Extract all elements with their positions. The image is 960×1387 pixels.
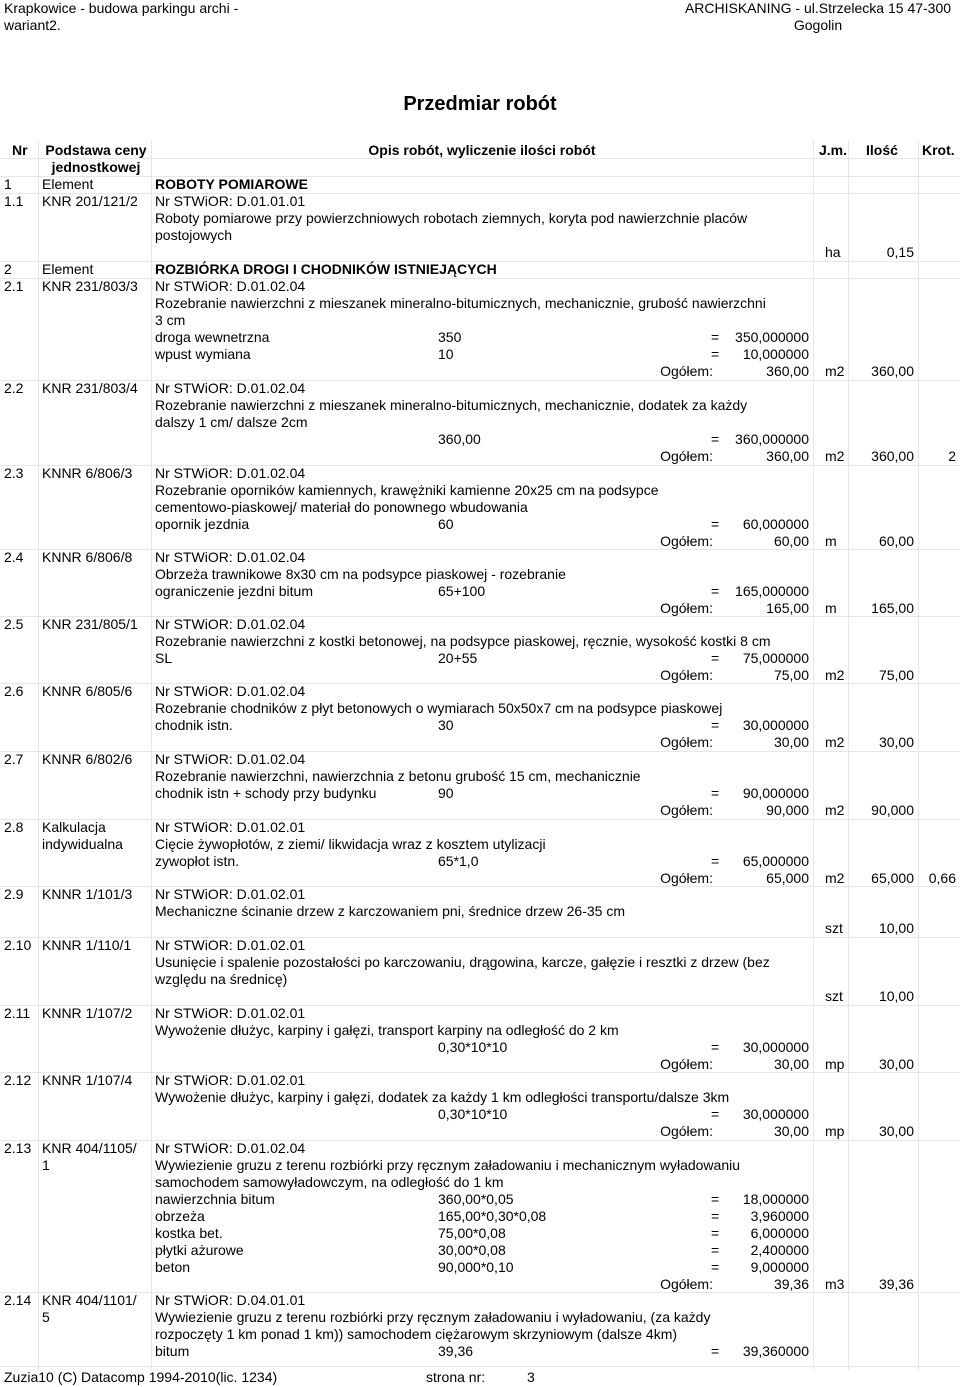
calc-result: 30,000000 <box>742 1106 809 1122</box>
row-separator <box>0 1366 960 1367</box>
calc-equals: = <box>711 853 720 869</box>
calc-equals: = <box>711 1225 720 1241</box>
col-header-qty: Ilość <box>866 142 898 158</box>
row-basis: KNNR 6/806/8 <box>42 549 133 565</box>
row-number: 2 <box>4 261 12 277</box>
calc-item-name: droga wewnetrzna <box>155 329 270 345</box>
calc-result: 350,000000 <box>735 329 809 345</box>
calc-item-name: chodnik istn + schody przy budynku <box>155 785 377 801</box>
calc-item-name: SL <box>155 650 173 666</box>
total-value: 65,000 <box>766 870 809 886</box>
row-separator <box>0 751 960 752</box>
calc-equals: = <box>711 1106 720 1122</box>
total-label: Ogółem: <box>660 1276 713 1292</box>
calc-item-name: zywopłot istn. <box>155 853 240 869</box>
row-description: Cięcie żywopłotów, z ziemi/ likwidacja wraz z kosztem utylizacji <box>155 836 546 852</box>
row-unit: m2 <box>825 870 845 886</box>
row-basis: Kalkulacja <box>42 819 106 835</box>
row-basis: KNR 404/1101/ <box>42 1292 137 1308</box>
calc-item-name: bitum <box>155 1343 190 1359</box>
total-label: Ogółem: <box>660 363 713 379</box>
row-quantity: 360,00 <box>871 448 914 464</box>
row-spec-ref: Nr STWiOR: D.01.02.04 <box>155 683 306 699</box>
row-unit: m2 <box>825 734 845 750</box>
calc-result: 60,000000 <box>742 516 809 532</box>
calc-expression: 0,30*10*10 <box>438 1039 508 1055</box>
calc-item-name: chodnik istn. <box>155 717 233 733</box>
calc-result: 65,000000 <box>742 853 809 869</box>
grid-col <box>151 140 152 1370</box>
doc-header-left <box>4 0 304 34</box>
calc-equals: = <box>711 1191 720 1207</box>
calc-result: 2,400000 <box>750 1242 809 1258</box>
row-basis: KNR 231/803/3 <box>42 278 138 294</box>
row-basis: KNNR 6/802/6 <box>42 751 133 767</box>
calc-equals: = <box>711 431 720 447</box>
row-quantity: 165,00 <box>871 600 914 616</box>
calc-expression: 350 <box>438 329 462 345</box>
row-unit: m2 <box>825 448 845 464</box>
row-description: rozpoczęty 1 km ponad 1 km)) samochodem ciężarowym skrzyniowym (dalsze 4km) <box>155 1326 678 1342</box>
calc-result: 75,000000 <box>742 650 809 666</box>
row-description: Wywiezienie gruzu z terenu rozbiórki przy ręcznym załadowaniu i wyładowaniu, (za każdy <box>155 1309 711 1325</box>
row-description: Roboty pomiarowe przy powierzchniowych robotach ziemnych, koryta pod nawierzchnie placów <box>155 210 748 226</box>
calc-expression: 65+100 <box>438 583 486 599</box>
row-separator <box>0 1292 960 1293</box>
row-description: Rozebranie nawierzchni z mieszanek mineralno-bitumicznych, mechanicznie, grubość nawierzchni <box>155 295 766 311</box>
total-value: 165,00 <box>766 600 809 616</box>
calc-item-name: kostka bet. <box>155 1225 223 1241</box>
row-separator <box>0 176 960 177</box>
row-separator <box>0 193 960 194</box>
calc-expression: 60 <box>438 516 454 532</box>
calc-expression: 20+55 <box>438 650 478 666</box>
total-value: 39,36 <box>773 1276 809 1292</box>
row-description: Wywożenie dłużyc, karpiny i gałęzi, dodatek za każdy 1 km odległości transportu/dalsze 3km <box>155 1089 730 1105</box>
total-value: 30,00 <box>773 734 809 750</box>
row-number: 2.12 <box>4 1072 32 1088</box>
row-quantity: 360,00 <box>871 363 914 379</box>
header-left-line1: Krapkowice - budowa parkingu archi - <box>4 0 239 16</box>
row-separator <box>0 683 960 684</box>
row-separator <box>0 465 960 466</box>
col-header-nr: Nr <box>12 142 28 158</box>
total-label: Ogółem: <box>660 1056 713 1072</box>
calc-equals: = <box>711 1208 720 1224</box>
row-unit: ha <box>825 244 841 260</box>
row-description: Obrzeża trawnikowe 8x30 cm na podsypce piaskowej - rozebranie <box>155 566 566 582</box>
row-description: Rozebranie oporników kamiennych, krawężniki kamienne 20x25 cm na podsypce <box>155 482 659 498</box>
calc-equals: = <box>711 1242 720 1258</box>
row-description: Rozebranie nawierzchni z kostki betonowej, na podsypce piaskowej, ręcznie, wysokość kostki 8 cm <box>155 633 771 649</box>
calc-expression: 39,36 <box>438 1343 474 1359</box>
grid-col <box>38 140 39 1370</box>
row-basis: KNNR 1/101/3 <box>42 886 133 902</box>
calc-equals: = <box>711 1259 720 1275</box>
calc-item-name: płytki ażurowe <box>155 1242 244 1258</box>
row-description: Wywiezienie gruzu z terenu rozbiórki przy ręcznym załadowaniu i mechanicznym wyładowaniu <box>155 1157 741 1173</box>
header-right-line2: Gogolin <box>793 17 843 33</box>
row-number: 1 <box>4 176 12 192</box>
row-quantity: 30,00 <box>878 734 914 750</box>
row-basis: KNR 231/805/1 <box>42 616 138 632</box>
doc-header-right <box>676 0 960 34</box>
col-header-basis <box>36 142 156 176</box>
row-spec-ref: Nr STWiOR: D.01.02.01 <box>155 1005 306 1021</box>
calc-result: 6,000000 <box>750 1225 809 1241</box>
col-header-basis-line1: Podstawa ceny <box>45 142 147 158</box>
col-header-basis-line2: jednostkowej <box>51 159 141 175</box>
row-number: 2.1 <box>4 278 24 294</box>
row-number: 2.10 <box>4 937 32 953</box>
row-separator <box>0 937 960 938</box>
total-value: 75,00 <box>773 667 809 683</box>
calc-expression: 0,30*10*10 <box>438 1106 508 1122</box>
row-quantity: 10,00 <box>878 920 914 936</box>
row-basis: 1 <box>42 1157 50 1173</box>
row-unit: mp <box>825 1056 845 1072</box>
row-separator <box>0 1072 960 1073</box>
calc-expression: 360,00 <box>438 431 481 447</box>
total-label: Ogółem: <box>660 667 713 683</box>
calc-item-name: ograniczenie jezdni bitum <box>155 583 313 599</box>
total-value: 360,00 <box>766 363 809 379</box>
row-unit: szt <box>825 920 843 936</box>
calc-item-name: beton <box>155 1259 191 1275</box>
row-quantity: 75,00 <box>878 667 914 683</box>
calc-expression: 30 <box>438 717 454 733</box>
row-description: samochodem samowyładowczym, na odległość do 1 km <box>155 1174 504 1190</box>
row-number: 2.14 <box>4 1292 32 1308</box>
row-unit: m2 <box>825 667 845 683</box>
col-header-desc: Opis robót, wyliczenie ilości robót <box>368 142 596 158</box>
total-value: 30,00 <box>773 1056 809 1072</box>
element-title: ROBOTY POMIAROWE <box>155 176 308 192</box>
row-separator <box>0 380 960 381</box>
row-basis: KNR 231/803/4 <box>42 380 138 396</box>
element-title: ROZBIÓRKA DROGI I CHODNIKÓW ISTNIEJĄCYCH <box>155 261 497 277</box>
row-spec-ref: Nr STWiOR: D.01.02.01 <box>155 1072 306 1088</box>
row-separator <box>0 278 960 279</box>
header-right-line1: ARCHISKANING - ul.Strzelecka 15 47-300 <box>684 0 952 16</box>
row-description: Mechaniczne ścinanie drzew z karczowaniem pni, średnice drzew 26-35 cm <box>155 903 625 919</box>
row-separator <box>0 549 960 550</box>
row-separator <box>0 1140 960 1141</box>
row-number: 2.8 <box>4 819 24 835</box>
row-separator <box>0 819 960 820</box>
row-spec-ref: Nr STWiOR: D.01.02.04 <box>155 751 306 767</box>
row-unit: m <box>825 533 837 549</box>
calc-result: 3,960000 <box>750 1208 809 1224</box>
row-separator <box>0 1005 960 1006</box>
calc-expression: 10 <box>438 346 454 362</box>
row-description: Rozebranie chodników z płyt betonowych o wymiarach 50x50x7 cm na podsypce piaskowej <box>155 700 723 716</box>
calc-expression: 65*1,0 <box>438 853 479 869</box>
row-basis: Element <box>42 261 94 277</box>
row-description: dalszy 1 cm/ dalsze 2cm <box>155 414 308 430</box>
calc-equals: = <box>711 329 720 345</box>
row-number: 2.7 <box>4 751 24 767</box>
col-header-unit: J.m. <box>819 142 848 158</box>
row-unit: m <box>825 600 837 616</box>
total-label: Ogółem: <box>660 734 713 750</box>
total-value: 90,000 <box>766 802 809 818</box>
calc-result: 90,000000 <box>742 785 809 801</box>
row-number: 1.1 <box>4 193 24 209</box>
row-number: 2.4 <box>4 549 24 565</box>
total-label: Ogółem: <box>660 448 713 464</box>
row-quantity: 90,000 <box>871 802 914 818</box>
row-basis: KNNR 1/107/2 <box>42 1005 133 1021</box>
calc-result: 10,000000 <box>742 346 809 362</box>
row-spec-ref: Nr STWiOR: D.01.02.04 <box>155 549 306 565</box>
row-spec-ref: Nr STWiOR: D.01.02.01 <box>155 819 306 835</box>
row-quantity: 30,00 <box>878 1056 914 1072</box>
row-spec-ref: Nr STWiOR: D.01.02.04 <box>155 380 306 396</box>
row-unit: szt <box>825 988 843 1004</box>
calc-equals: = <box>711 516 720 532</box>
total-value: 360,00 <box>766 448 809 464</box>
calc-item-name: opornik jezdnia <box>155 516 250 532</box>
calc-equals: = <box>711 346 720 362</box>
total-label: Ogółem: <box>660 870 713 886</box>
row-spec-ref: Nr STWiOR: D.01.02.04 <box>155 465 306 481</box>
row-basis: KNR 201/121/2 <box>42 193 138 209</box>
row-number: 2.2 <box>4 380 24 396</box>
row-spec-ref: Nr STWiOR: D.04.01.01 <box>155 1292 306 1308</box>
row-spec-ref: Nr STWiOR: D.01.02.04 <box>155 278 306 294</box>
row-basis: indywidualna <box>42 836 123 852</box>
total-label: Ogółem: <box>660 1123 713 1139</box>
calc-result: 30,000000 <box>742 1039 809 1055</box>
row-number: 2.5 <box>4 616 24 632</box>
row-quantity: 10,00 <box>878 988 914 1004</box>
header-left-line2: wariant2. <box>4 17 61 33</box>
calc-expression: 75,00*0,08 <box>438 1225 506 1241</box>
grid-col <box>848 140 849 1370</box>
row-description: Usunięcie i spalenie pozostałości po karczowaniu, drągowina, karcze, gałęzie i resztki z drzew (bez <box>155 954 770 970</box>
calc-expression: 90,000*0,10 <box>438 1259 514 1275</box>
row-basis: Element <box>42 176 94 192</box>
row-description: postojowych <box>155 227 233 243</box>
calc-equals: = <box>711 785 720 801</box>
row-number: 2.6 <box>4 683 24 699</box>
row-separator <box>0 158 960 159</box>
row-multiplier: 2 <box>948 448 956 464</box>
calc-expression: 165,00*0,30*0,08 <box>438 1208 547 1224</box>
footer-page-number: 3 <box>527 1369 535 1385</box>
total-label: Ogółem: <box>660 600 713 616</box>
calc-equals: = <box>711 1343 720 1359</box>
row-quantity: 39,36 <box>878 1276 914 1292</box>
grid-col <box>813 140 814 1370</box>
row-separator <box>0 616 960 617</box>
row-quantity: 65,000 <box>871 870 914 886</box>
row-spec-ref: Nr STWiOR: D.01.01.01 <box>155 193 306 209</box>
calc-equals: = <box>711 1039 720 1055</box>
row-description: Rozebranie nawierzchni z mieszanek mineralno-bitumicznych, mechanicznie, dodatek za każdy <box>155 397 748 413</box>
row-basis: KNNR 1/107/4 <box>42 1072 133 1088</box>
row-description: względu na średnicę) <box>155 971 288 987</box>
footer-software: Zuzia10 (C) Datacomp 1994-2010(lic. 1234) <box>4 1369 278 1385</box>
row-separator <box>0 886 960 887</box>
row-description: 3 cm <box>155 312 186 328</box>
row-description: cementowo-piaskowej/ materiał do ponownego wbudowania <box>155 499 528 515</box>
calc-expression: 90 <box>438 785 454 801</box>
row-number: 2.11 <box>4 1005 31 1021</box>
row-basis: KNNR 6/806/3 <box>42 465 133 481</box>
row-unit: m2 <box>825 363 845 379</box>
row-basis: KNR 404/1105/ <box>42 1140 137 1156</box>
calc-expression: 360,00*0,05 <box>438 1191 514 1207</box>
calc-equals: = <box>711 717 720 733</box>
col-header-krot: Krot. <box>922 142 955 158</box>
row-unit: mp <box>825 1123 845 1139</box>
calc-result: 39,360000 <box>742 1343 809 1359</box>
grid-col <box>918 140 919 1370</box>
row-basis: KNNR 6/805/6 <box>42 683 133 699</box>
calc-expression: 30,00*0,08 <box>438 1242 506 1258</box>
calc-result: 360,000000 <box>735 431 809 447</box>
total-label: Ogółem: <box>660 802 713 818</box>
calc-result: 9,000000 <box>750 1259 809 1275</box>
row-spec-ref: Nr STWiOR: D.01.02.04 <box>155 616 306 632</box>
row-unit: m3 <box>825 1276 845 1292</box>
row-basis: 5 <box>42 1309 50 1325</box>
total-value: 60,00 <box>773 533 809 549</box>
calc-result: 165,000000 <box>735 583 809 599</box>
row-quantity: 60,00 <box>878 533 914 549</box>
calc-item-name: obrzeża <box>155 1208 205 1224</box>
row-spec-ref: Nr STWiOR: D.01.02.01 <box>155 886 306 902</box>
calc-result: 30,000000 <box>742 717 809 733</box>
row-quantity: 0,15 <box>886 244 914 260</box>
row-number: 2.9 <box>4 886 24 902</box>
row-spec-ref: Nr STWiOR: D.01.02.04 <box>155 1140 306 1156</box>
calc-equals: = <box>711 583 720 599</box>
calc-item-name: nawierzchnia bitum <box>155 1191 275 1207</box>
row-number: 2.13 <box>4 1140 32 1156</box>
row-unit: m2 <box>825 802 845 818</box>
row-quantity: 30,00 <box>878 1123 914 1139</box>
page-title: Przedmiar robót <box>403 93 557 115</box>
row-basis: KNNR 1/110/1 <box>42 937 132 953</box>
total-label: Ogółem: <box>660 533 713 549</box>
calc-item-name: wpust wymiana <box>155 346 251 362</box>
row-multiplier: 0,66 <box>928 870 956 886</box>
calc-result: 18,000000 <box>742 1191 809 1207</box>
row-description: Wywożenie dłużyc, karpiny i gałęzi, transport karpiny na odległość do 2 km <box>155 1022 619 1038</box>
total-value: 30,00 <box>773 1123 809 1139</box>
row-description: Rozebranie nawierzchni, nawierzchnia z betonu grubość 15 cm, mechanicznie <box>155 768 641 784</box>
calc-equals: = <box>711 650 720 666</box>
footer-page-label: strona nr: <box>426 1369 486 1385</box>
row-number: 2.3 <box>4 465 24 481</box>
row-spec-ref: Nr STWiOR: D.01.02.01 <box>155 937 306 953</box>
